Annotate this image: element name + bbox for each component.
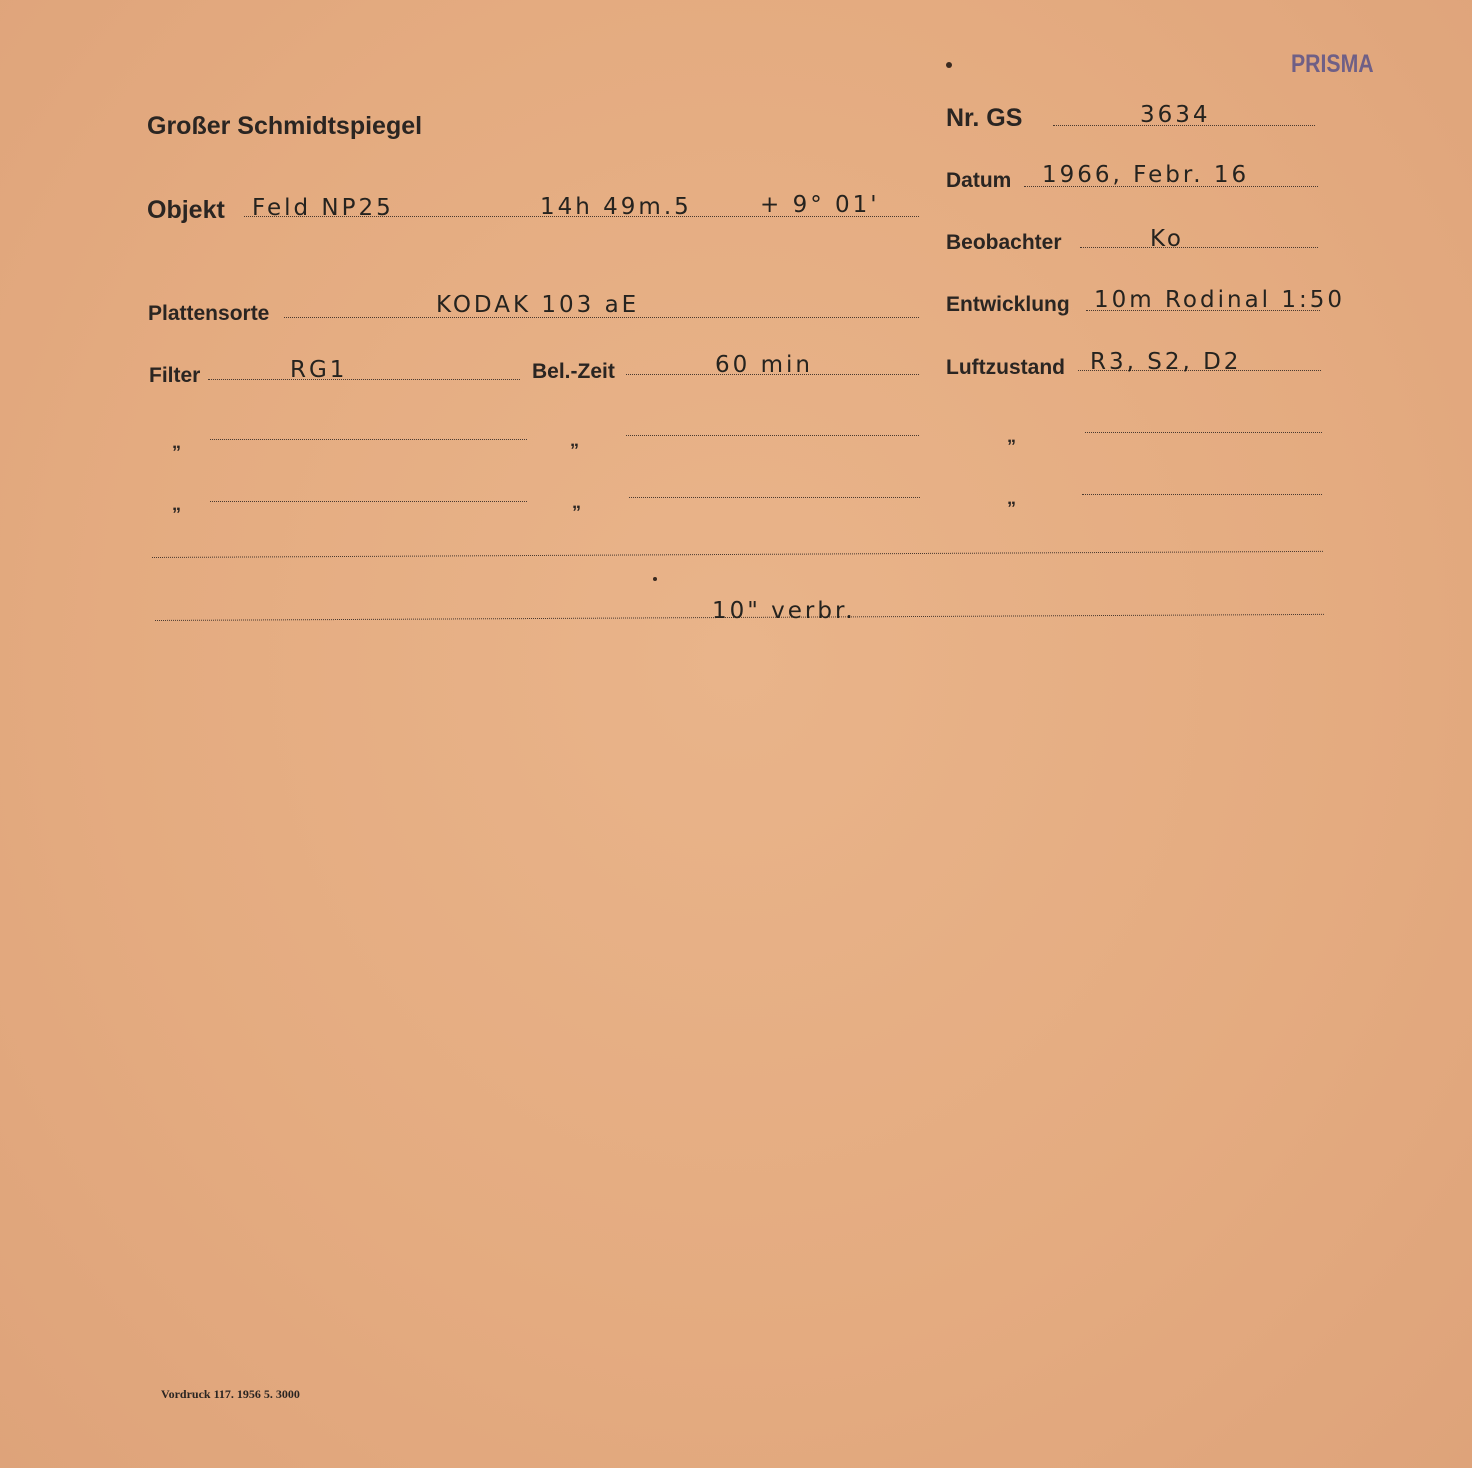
belzeit-label: Bel.-Zeit [532,360,615,383]
nr-label: Nr. GS [946,104,1023,132]
objekt-field: Feld NP25 [252,195,394,221]
ditto-line [626,435,919,436]
objekt-label: Objekt [147,196,225,224]
filter-line [208,379,520,380]
beobachter-line [1080,247,1318,248]
ditto-mark: „ [570,430,579,450]
ditto-line [1085,432,1322,433]
nr-value: 3634 [1140,102,1211,128]
ditto-line [210,439,527,440]
ditto-line [210,501,527,502]
filter-value: RG1 [290,357,348,383]
datum-value: 1966, Febr. 16 [1042,162,1250,188]
card-title: Großer Schmidtspiegel [147,112,423,140]
remark-text: 10" verbr. [712,598,856,624]
plattensorte-label: Plattensorte [148,302,270,325]
ditto-mark: „ [172,432,181,452]
luftzustand-label: Luftzustand [946,356,1065,379]
objekt-ra: 14h 49m.5 [540,194,692,220]
entwicklung-label: Entwicklung [946,293,1070,316]
luftzustand-value: R3, S2, D2 [1090,349,1242,375]
beobachter-label: Beobachter [946,231,1062,254]
ditto-mark: „ [1007,488,1016,508]
ink-speck [946,62,952,68]
prisma-stamp: PRISMA [1291,50,1374,78]
objekt-dec: + 9° 01' [760,192,880,218]
ditto-line [1082,494,1322,495]
ink-speck [653,577,657,581]
ditto-mark: „ [572,492,581,512]
beobachter-value: Ko [1150,226,1185,252]
belzeit-value: 60 min [715,352,813,378]
ditto-mark: „ [172,494,181,514]
ditto-mark: „ [1007,426,1016,446]
plattensorte-value: KODAK 103 aE [436,292,640,318]
remark-line [152,551,1323,558]
datum-label: Datum [946,169,1012,192]
entwicklung-value: 10m Rodinal 1:50 [1094,287,1346,313]
print-footer: Vordruck 117. 1956 5. 3000 [161,1387,300,1401]
ditto-line [629,497,920,498]
filter-label: Filter [149,364,201,387]
